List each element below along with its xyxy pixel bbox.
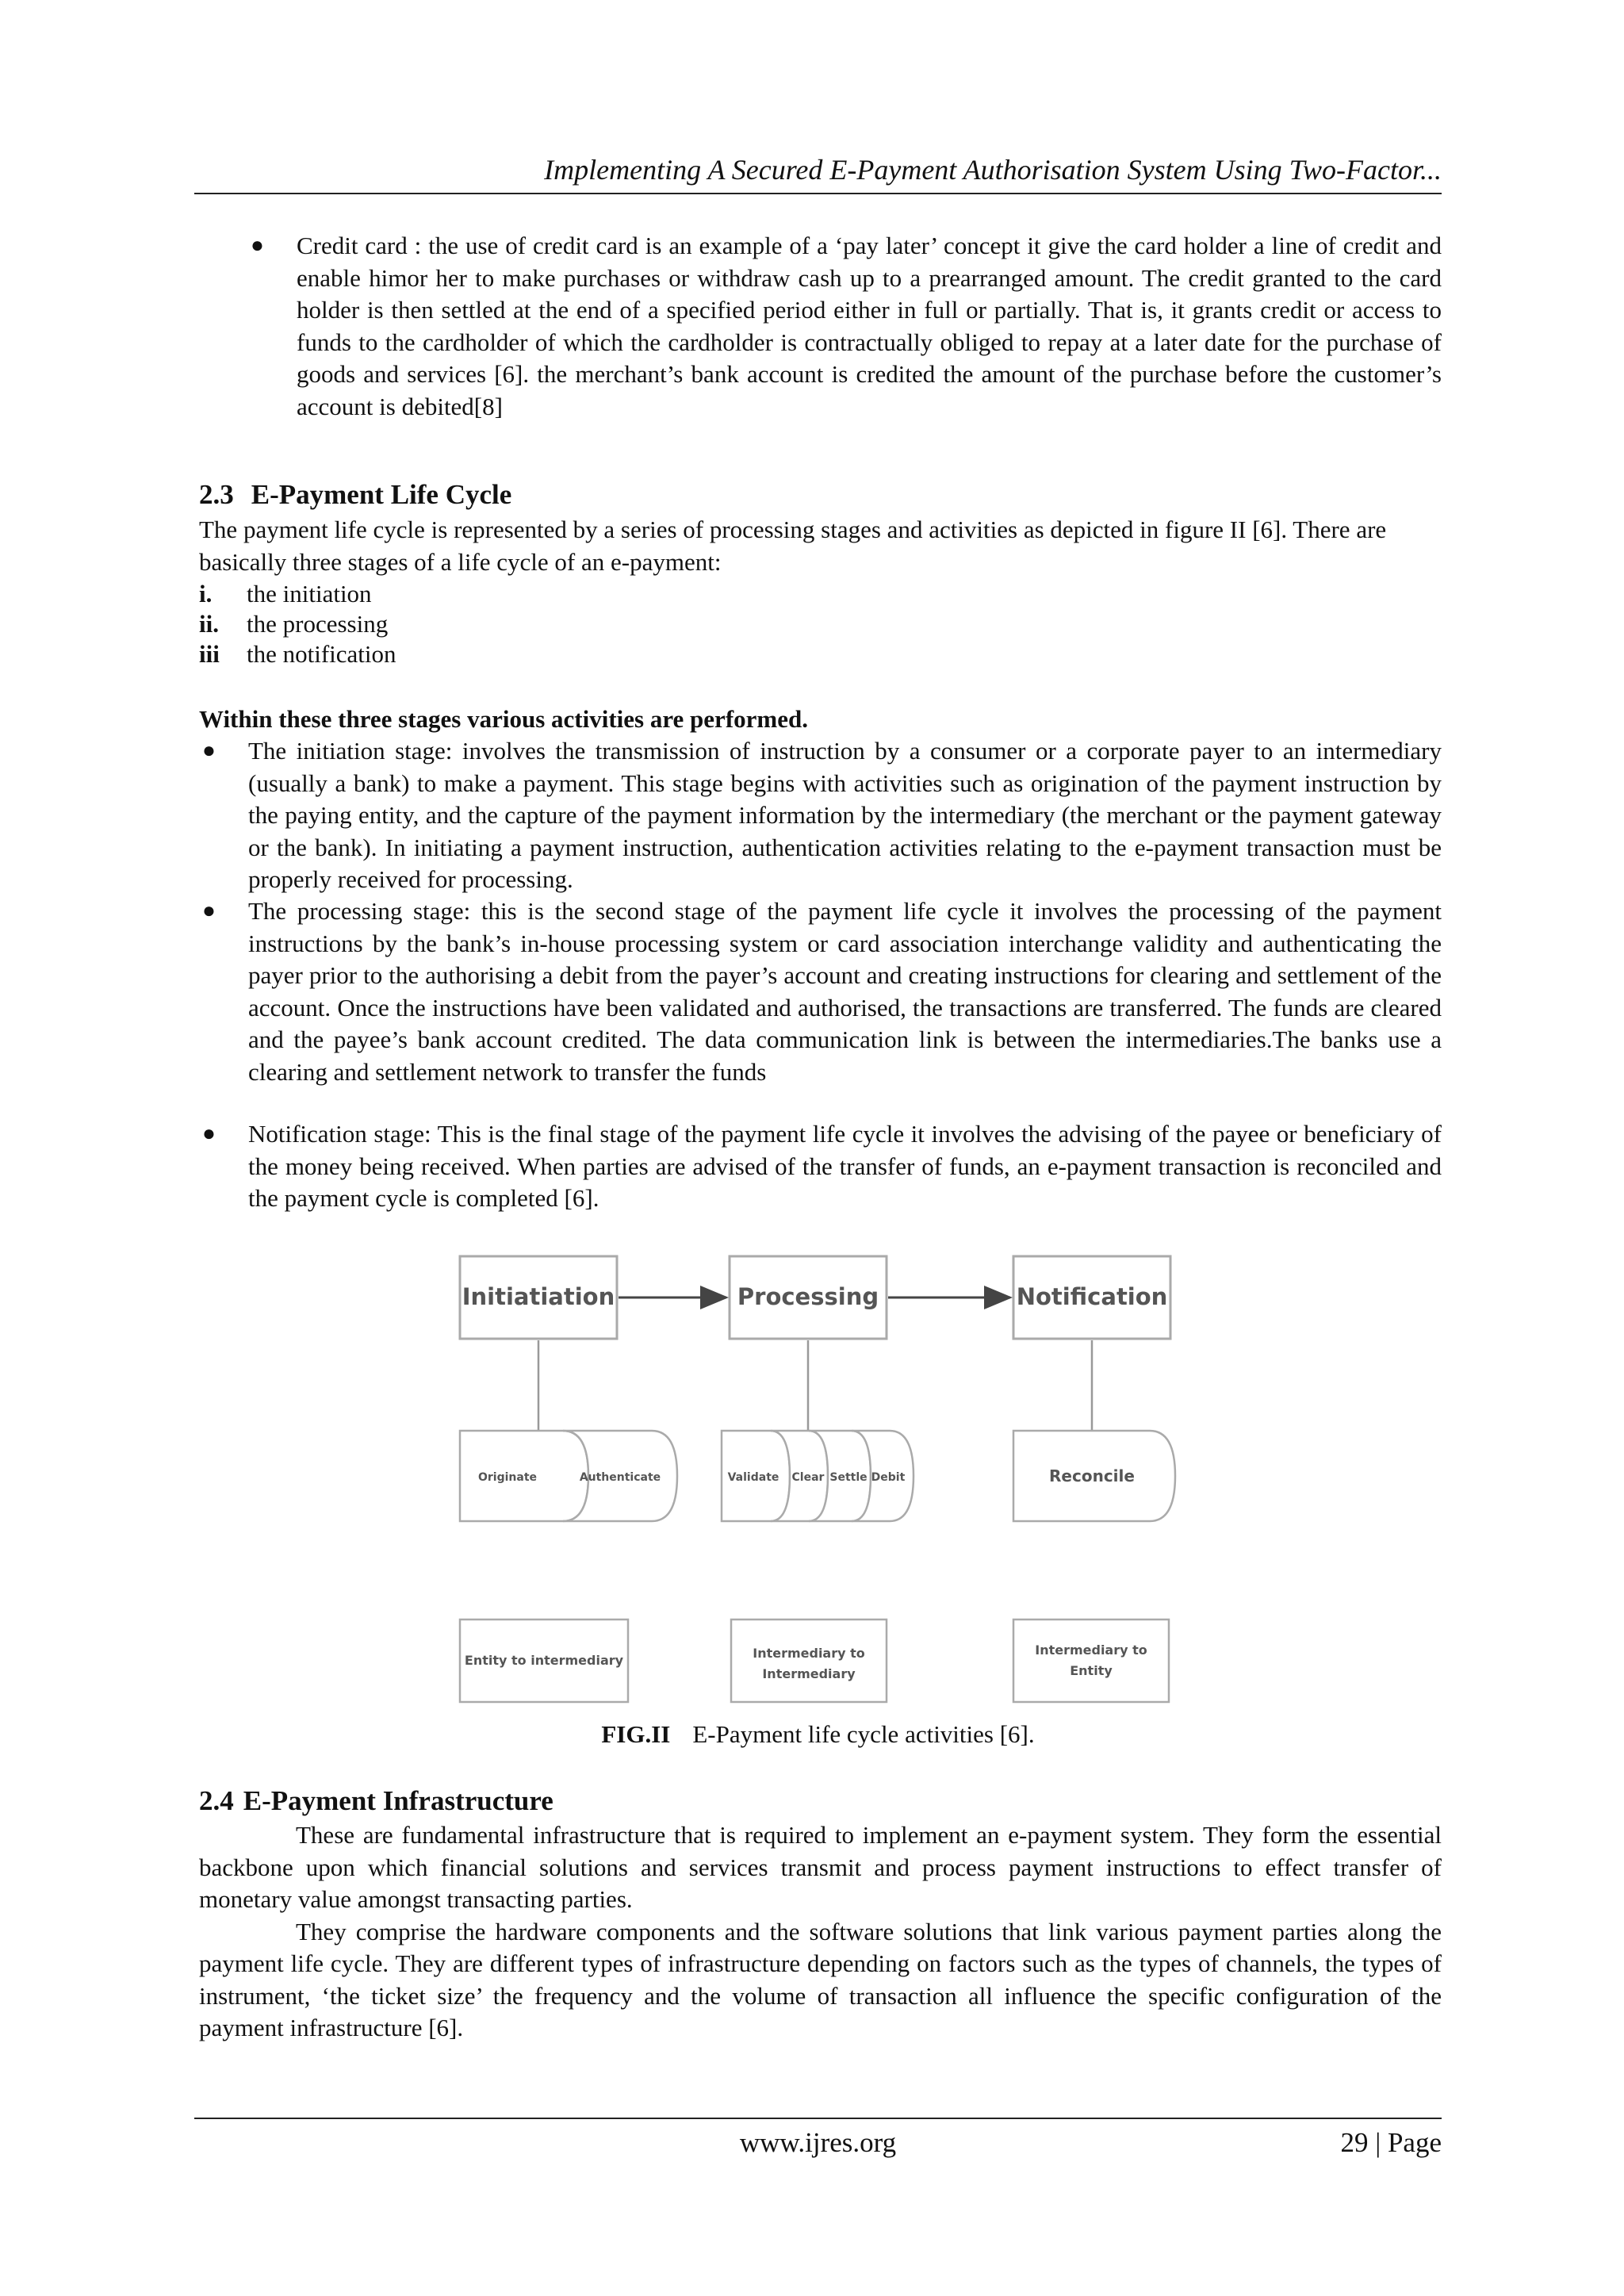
processing-stage-label: Processing — [737, 1283, 879, 1310]
life-cycle-diagram — [444, 1251, 1189, 1711]
section-title: E-Payment Infrastructure — [243, 1785, 553, 1816]
bullet-dot: ● — [202, 1121, 216, 1146]
processing-flow-box — [731, 1619, 887, 1702]
list-marker: i. — [199, 580, 213, 608]
notification-bullet — [202, 1118, 1442, 1215]
section-2-3-heading — [199, 478, 511, 512]
section-2-4-body — [199, 1819, 1442, 2045]
settle-activity-label: Settle — [829, 1471, 868, 1484]
clear-activity-label: Clear — [791, 1471, 825, 1484]
intro-text: The payment life cycle is represented by a series of processing stages and activities as depicted in figure II [6]. There are basically three stages of a life cycle of an e-payment: — [199, 516, 1387, 576]
footer-page-number: 29 | Page — [1340, 2127, 1442, 2158]
list-label: the processing — [247, 610, 389, 638]
stage-list-item — [199, 608, 388, 641]
bullet-text: Notification stage: This is the final stage of the payment life cycle it involves the advising of the payee or beneficiary of the money being received. When parties are advised of the transfer of funds, an e-payment transaction is reconciled and the payment cycle is completed [6]. — [248, 1120, 1442, 1212]
figure-caption — [194, 1719, 1442, 1750]
header-rule — [194, 193, 1442, 194]
list-marker: iii — [199, 640, 220, 668]
section-2-4-heading — [199, 1784, 553, 1818]
bullet-text: The initiation stage: involves the transmission of instruction by a consumer or a corporate payer to an intermediary (usually a bank) to make a payment. This stage begins with activities such as origination of the payment instruction by the paying entity, and the capture of the payment information by the intermediary (the merchant or the payment gateway or the bank). In initiating a payment instruction, authentication activities relating to the e-payment transaction must be properly received for processing. — [248, 737, 1442, 893]
initiation-flow-label: Entity to intermediary — [464, 1653, 624, 1668]
notification-stage-label: Notification — [1016, 1283, 1168, 1310]
list-label: the initiation — [247, 580, 372, 608]
footer-rule — [194, 2118, 1442, 2119]
infrastructure-paragraph: They comprise the hardware components and the software solutions that link various payment parties along the payment life cycle. They are different types of infrastructure depending on factors such as the types of channels, the types of instrument, ‘the ticket size’ the frequency and the volume of transaction all influence the specific configuration of the payment infrastructure [6]. — [199, 1917, 1442, 2041]
running-header: Implementing A Secured E-Payment Authorisation System Using Two-Factor... — [544, 154, 1442, 186]
credit-card-text: Credit card : the use of credit card is an example of a ‘pay later’ concept it give the card holder a line of credit and enable himor her to make purchases or withdraw cash up to a prearranged amount. The credit granted to the card holder is then settled at the end of a specified period either in full or partially. That is, it grants credit or access to funds to the cardholder of which the cardholder is contractually obliged to repay at a later date for the purchase of goods and services [6]. the merchant’s bank account is credited the amount of the purchase before the customer’s account is debited[8] — [297, 232, 1442, 420]
initiation-bullet — [202, 735, 1442, 896]
processing-flow-label: Intermediary to — [753, 1646, 865, 1661]
initiation-stage-label: Initiatiation — [462, 1283, 615, 1310]
notification-flow-label: Intermediary to — [1035, 1642, 1147, 1658]
footer-website: www.ijres.org — [739, 2127, 897, 2158]
section-2-3-intro — [199, 514, 1442, 578]
activities-heading: Within these three stages various activities are performed. — [199, 705, 808, 733]
bullet-dot: ● — [202, 899, 216, 923]
bullet-text: The processing stage: this is the second stage of the payment life cycle it involves the processing of the payment instructions by the bank’s in-house processing system or card association interchange validity and authenticating the payer prior to the authorising a debit from the payer’s account and creating instructions for clearing and settlement of the account. Once the instructions have been validated and authorised, the transactions are transferred. The funds are cleared and the payee’s bank account credited. The data communication link is between the intermediaries.The banks use a clearing and settlement network to transfer the funds — [248, 897, 1442, 1086]
bullet-dot: ● — [202, 738, 216, 763]
credit-card-bullet — [251, 230, 1442, 423]
reconcile-activity-label: Reconcile — [1049, 1466, 1135, 1485]
section-number: 2.3 — [199, 479, 234, 510]
caption-label: FIG.II — [601, 1720, 671, 1748]
validate-activity-label: Validate — [727, 1471, 779, 1484]
notification-flow-label: Entity — [1070, 1663, 1113, 1678]
processing-bullet — [202, 895, 1442, 1088]
list-label: the notification — [247, 640, 396, 668]
stage-list-item — [199, 638, 396, 671]
infrastructure-paragraph: These are fundamental infrastructure that is required to implement an e-payment system. They form the essential backbone upon which financial solutions and services transmit and process payment instructions to effect transfer of monetary value amongst transacting parties. — [199, 1821, 1442, 1913]
debit-activity-label: Debit — [871, 1471, 906, 1484]
notification-flow-box — [1013, 1619, 1169, 1702]
list-marker: ii. — [199, 610, 219, 638]
authenticate-activity-label: Authenticate — [579, 1471, 661, 1484]
section-number: 2.4 — [199, 1785, 234, 1816]
processing-flow-label: Intermediary — [762, 1666, 856, 1681]
originate-activity-label: Originate — [477, 1471, 538, 1484]
section-title: E-Payment Life Cycle — [251, 479, 512, 510]
caption-text: E-Payment life cycle activities [6]. — [692, 1720, 1035, 1748]
stage-list-item — [199, 578, 372, 611]
bullet-dot: ● — [251, 233, 264, 258]
